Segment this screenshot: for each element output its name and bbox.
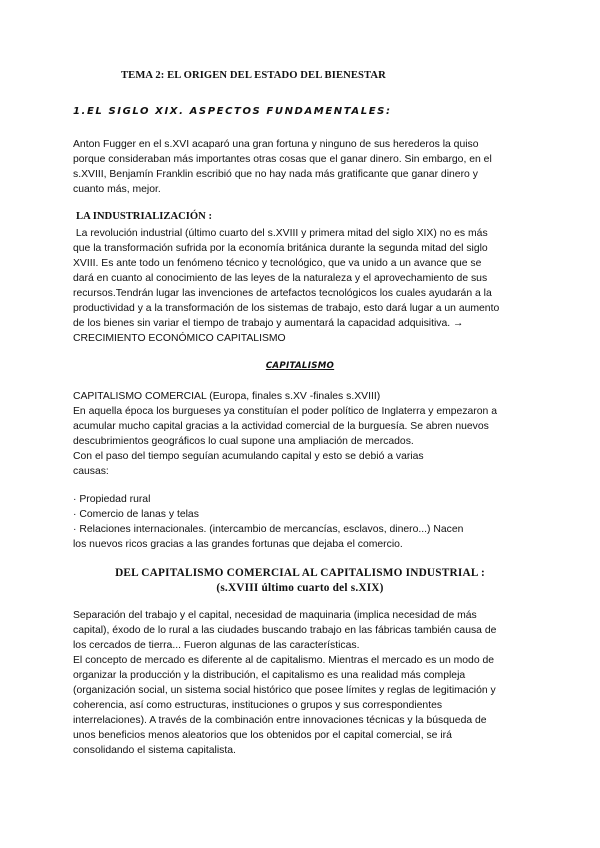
text-line: CRECIMIENTO ECONÓMICO CAPITALISMO (73, 333, 286, 344)
text-line: de los bienes sin variar el tiempo de trabajo y aumentará la capacidad adquisitiva. → (73, 318, 464, 329)
text-line: causas: (73, 466, 109, 477)
text-line: Anton Fugger en el s.XVI acaparó una gran fortuna y ninguno de sus herederos la quiso (73, 139, 479, 150)
heading-line: DEL CAPITALISMO COMERCIAL AL CAPITALISMO INDUSTRIAL : (115, 567, 485, 579)
text-line: acumular mucho capital gracias a la actividad comercial de la burguesía. Se abren nuevos (73, 421, 489, 432)
section-heading-comercial-industrial (0, 566, 600, 596)
paragraph-capitalismo-comercial (73, 389, 525, 479)
section-heading-siglo-xix: 1.EL SIGLO XIX. ASPECTOS FUNDAMENTALES: (73, 106, 392, 117)
text-line: s.XVIII, Benjamín Franklin escribió que no hay nada más gratificante que ganar dinero y (73, 169, 478, 180)
text-line: La revolución industrial (último cuarto del s.XVIII y primera mitad del siglo XIX) no es más (73, 228, 488, 239)
list-item: · Propiedad rural (73, 494, 151, 505)
text-line: recursos.Tendrán lugar las invenciones de artefactos tecnológicos los cuales ayudarán a la (73, 288, 492, 299)
list-item: los nuevos ricos gracias a las grandes fortunas que dejaba el comercio. (73, 539, 403, 550)
industrializacion-heading: LA INDUSTRIALIZACIÓN : (76, 211, 212, 222)
list-item: · Relaciones internacionales. (intercambio de mercancías, esclavos, dinero...) Nacen (73, 524, 464, 535)
text-line: dará en cuanto al conocimiento de las leyes de la naturaleza y el aprovechamiento de sus (73, 273, 488, 284)
capitalismo-heading: CAPITALISMO (265, 361, 335, 371)
text-line: capital), éxodo de lo rural a las ciudades buscando trabajo en las fábricas también causa de (73, 625, 497, 636)
list-item: · Comercio de lanas y telas (73, 509, 199, 520)
causes-list (73, 492, 525, 552)
text-line: En aquella época los burgueses ya constituían el poder político de Inglaterra y empezaron a (73, 406, 497, 417)
text-line: los cercados de tierra... Fueron algunas de las características. (73, 640, 360, 651)
text-line: coherencia, así como estructuras, instituciones o grupos y sus correspondientes (73, 700, 443, 711)
text-line: XVIII. Es ante todo un fenómeno técnico y tecnológico, que va unido a un avance que se (73, 258, 482, 269)
text-line: CAPITALISMO COMERCIAL (Europa, finales s.XV -finales s.XVIII) (73, 391, 381, 402)
text-line: El concepto de mercado es diferente al de capitalismo. Mientras el mercado es un modo de (73, 655, 495, 666)
text-line: descubrimientos geográficos lo cual supone una ampliación de mercados. (73, 436, 414, 447)
text-line: Separación del trabajo y el capital, necesidad de maquinaria (implica necesidad de más (73, 610, 477, 621)
paragraph-separacion (73, 608, 525, 758)
text-line: Con el paso del tiempo seguían acumulando capital y esto se debió a varias (73, 451, 424, 462)
text-line: que la transformación sufrida por la economía británica durante la segunda mitad del siglo (73, 243, 488, 254)
text-line: productividad y a la transformación de los sistemas de trabajo, esto dará lugar a un aumento (73, 303, 500, 314)
text-line: interrelaciones). A través de la combinación entre innovaciones técnicas y la búsqueda de (73, 715, 487, 726)
text-line: organizar la producción y la distribución, el capitalismo es una realidad más compleja (73, 670, 466, 681)
paragraph-fugger (73, 137, 525, 197)
text-line: porque consideraban más importantes otras cosas que el ganar dinero. Sin embargo, en el (73, 154, 492, 165)
document-title: TEMA 2: EL ORIGEN DEL ESTADO DEL BIENESTAR (121, 70, 386, 81)
heading-line: (s.XVIII último cuarto del s.XIX) (216, 582, 384, 594)
text-line: cuanto más, mejor. (73, 184, 161, 195)
text-line: consolidando el sistema capitalista. (73, 745, 236, 756)
text-line: unos beneficios menos aleatorios que los obtenidos por el capital comercial, se irá (73, 730, 452, 741)
text-line: (organización social, un sistema social histórico que posee límites y reglas de legitimación y (73, 685, 496, 696)
paragraph-industrializacion (73, 226, 525, 346)
